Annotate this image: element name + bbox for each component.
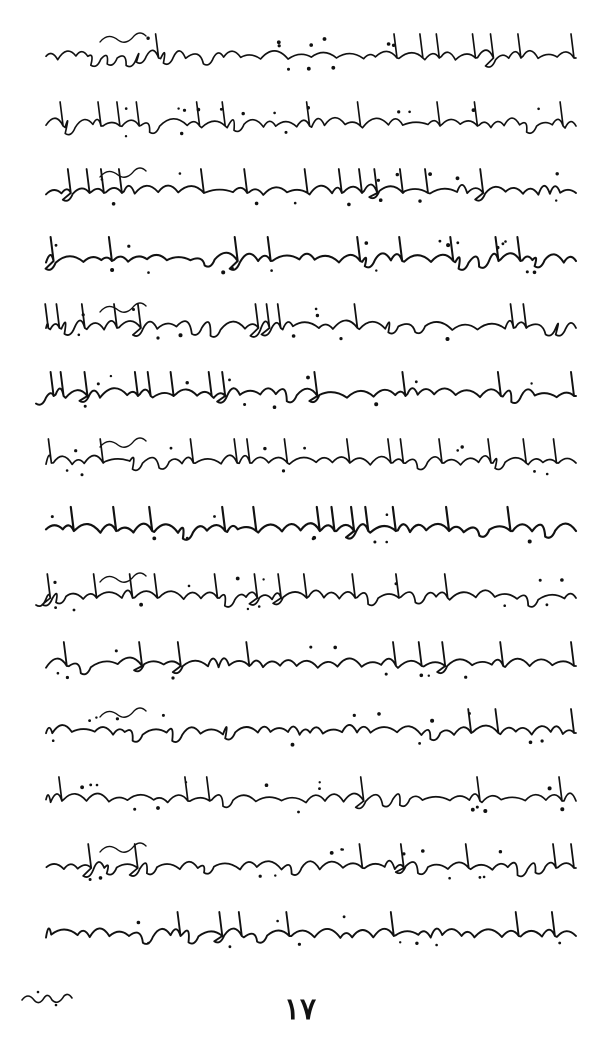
diacritic-dot [399,941,401,943]
diacritic-dot [303,447,306,450]
diacritic-dot [558,941,561,944]
diacritic-dot [55,243,58,246]
diacritic-dot [258,605,261,608]
diacritic-dot [262,578,264,580]
diacritic-dot [530,382,532,384]
diacritic-dot [533,270,537,274]
diacritic-dot [537,107,540,110]
diacritic-dot [560,578,564,582]
diacritic-dot [221,270,225,274]
diacritic-dot [273,405,277,409]
diacritic-dot [306,106,310,110]
diacritic-dot [499,850,502,853]
diacritic-dot [435,943,438,946]
diacritic-dot [179,333,183,337]
manuscript-line [40,231,580,277]
marginal-flourish [100,708,146,717]
diacritic-dot [529,741,533,745]
script-stroke [46,102,576,135]
handwriting-stroke [40,433,580,479]
diacritic-dot [97,382,100,385]
diacritic-dot [255,202,259,206]
diacritic-dot [57,671,60,674]
script-stroke [46,777,576,808]
diacritic-dot [278,44,281,47]
diacritic-dot [387,42,391,46]
diacritic-dot [420,673,424,677]
handwriting-stroke [40,906,580,952]
diacritic-dot [315,308,318,311]
diacritic-dot [339,337,342,340]
diacritic-dot [548,786,552,790]
script-stroke [46,912,576,944]
diacritic-dot [125,107,128,110]
diacritic-dot [430,719,434,723]
diacritic-dot [276,919,279,922]
diacritic-dot [80,785,84,789]
diacritic-dot [385,672,388,675]
diacritic-dot [297,810,300,813]
marginal-flourish [100,438,146,447]
diacritic-dot [185,781,187,783]
diacritic-dot [385,540,388,543]
diacritic-dot [247,608,249,610]
marginal-flourish [100,33,146,42]
diacritic-dot [220,107,223,110]
diacritic-dot [147,271,150,274]
diacritic-dot [81,473,84,476]
diacritic-dot [502,242,505,245]
diacritic-dot [472,108,476,112]
handwriting-stroke [40,636,580,682]
diacritic-dot [446,243,450,247]
handwriting-stroke [40,501,580,547]
diacritic-dot [88,719,91,722]
diacritic-dot [179,172,182,175]
diacritic-dot [375,269,377,271]
diacritic-dot [483,876,486,879]
diacritic-dot [127,244,130,247]
diacritic-dot [396,173,399,176]
diacritic-dot [263,447,266,450]
diacritic-dot [397,110,400,113]
handwriting-stroke [40,28,580,74]
manuscript-line [40,501,580,547]
handwriting-stroke [40,568,580,614]
diacritic-dot [418,742,421,745]
diacritic-dot [446,337,450,341]
diacritic-dot [312,537,315,540]
diacritic-dot [533,470,536,473]
diacritic-dot [309,43,313,47]
diacritic-dot [456,176,460,180]
diacritic-dot [112,202,116,206]
diacritic-dot [273,111,276,114]
diacritic-dot [546,603,549,606]
diacritic-dot [428,674,430,676]
diacritic-dot [95,716,97,718]
diacritic-dot [319,781,321,783]
marginal-flourish [100,843,146,852]
diacritic-dot [274,874,276,876]
handwriting-stroke [40,838,580,884]
diacritic-dot [318,787,321,790]
diacritic-dot [323,37,327,41]
diacritic-dot [402,852,405,855]
diacritic-dot [330,851,334,855]
diacritic-dot [259,875,262,878]
diacritic-dot [110,268,114,272]
diacritic-dot [197,107,201,111]
handwriting-stroke [40,231,580,277]
script-stroke [46,844,576,877]
diacritic-dot [468,712,471,715]
diacritic-dot [125,135,127,137]
manuscript-line [40,703,580,749]
diacritic-dot [379,198,383,202]
diacritic-dot [186,381,189,384]
diacritic-dot [307,67,311,71]
diacritic-dot [287,68,290,71]
diacritic-dot [528,539,532,543]
diacritic-dot [395,582,398,585]
diacritic-dot [428,172,432,176]
diacritic-dot [560,807,564,811]
diacritic-dot [228,378,231,381]
diacritic-dot [180,131,183,134]
diacritic-dot [74,449,77,452]
diacritic-dot [52,739,55,742]
manuscript-line [40,838,580,884]
script-stroke [36,372,576,405]
diacritic-dot [82,313,85,316]
diacritic-dot [73,609,76,612]
diacritic-dot [294,202,297,205]
diacritic-dot [101,178,104,181]
script-stroke [45,304,576,337]
diacritic-dot [51,515,54,518]
diacritic-dot [115,649,118,652]
manuscript-line [40,636,580,682]
diacritic-dot [139,603,143,607]
diacritic-dot [66,469,69,472]
diacritic-dot [439,239,442,242]
diacritic-dot [133,807,136,810]
manuscript-line [40,906,580,952]
diacritic-dot [78,334,81,337]
manuscript-line [40,771,580,817]
diacritic-dot [476,805,479,808]
diacritic-dot [496,245,499,248]
diacritic-dot [146,37,149,40]
page-number: ١٧ [283,992,317,1027]
script-stroke [46,34,576,67]
diacritic-dot [365,241,369,245]
script-stroke [46,237,576,270]
diacritic-dot [99,876,103,880]
manuscript-line [40,163,580,209]
diacritic-dot [242,111,245,114]
diacritic-dot [374,402,378,406]
diacritic-dot [137,920,141,924]
manuscript-line [40,298,580,344]
diacritic-dot [479,876,482,879]
diacritic-dot [285,130,288,133]
diacritic-dot [231,267,234,270]
diacritic-dot [316,314,319,317]
diacritic-dot [162,714,165,717]
diacritic-dot [54,606,57,609]
diacritic-dot [541,739,544,742]
handwriting-stroke [40,298,580,344]
diacritic-dot [213,515,216,518]
diacritic-dot [471,807,475,811]
diacritic-dot [461,445,464,448]
diacritic-dot [331,66,335,70]
diacritic-dot [373,540,376,543]
diacritic-dot [386,513,389,516]
diacritic-dot [556,172,559,175]
diacritic-dot [66,675,69,678]
diacritic-dot [282,469,285,472]
diacritic-dot [186,536,189,539]
diacritic-dot [347,203,351,207]
diacritic-dot [456,449,459,452]
manuscript-line [40,366,580,412]
diacritic-dot [377,712,381,716]
diacritic-dot [340,848,343,851]
diacritic-dot [298,942,301,945]
diacritic-dot [392,44,395,47]
diacritic-dot [353,714,356,717]
diacritic-dot [265,783,269,787]
handwriting-stroke [40,771,580,817]
diacritic-dot [156,336,159,339]
diacritic-dot [147,941,150,944]
diacritic-dot [291,743,295,747]
marginal-flourish [100,573,146,582]
diacritic-dot [277,40,281,44]
handwriting-stroke [40,163,580,209]
diacritic-dot [309,645,312,648]
diacritic-dot [152,536,156,540]
diacritic-dot [539,579,542,582]
diacritic-dot [456,241,459,244]
diacritic-dot [96,783,99,786]
diacritic-dot [177,107,179,109]
diacritic-dot [555,199,557,201]
diacritic-dot [464,675,467,678]
diacritic-dot [306,375,310,379]
diacritic-dot [229,945,232,948]
diacritic-dot [418,199,421,202]
diacritic-dot [415,380,418,383]
diacritic-dot [333,645,337,649]
diacritic-dot [170,447,173,450]
diacritic-dot [183,108,186,111]
manuscript-line [40,433,580,479]
diacritic-dot [421,849,425,853]
diacritic-dot [110,374,112,376]
diacritic-dot [546,473,549,476]
marginal-flourish [100,168,146,177]
diacritic-dot [53,581,56,584]
diacritic-dot [408,110,411,113]
diacritic-dot [243,403,246,406]
handwriting-stroke [40,366,580,412]
diacritic-dot [483,809,487,813]
script-stroke [46,709,576,742]
diacritic-dot [292,334,296,338]
diacritic-dot [236,577,240,581]
diacritic-dot [89,783,92,786]
diacritic-dot [415,941,418,944]
diacritic-dot [377,179,380,182]
diacritic-dot [116,717,119,720]
diacritic-dot [270,269,273,272]
diacritic-dot [343,915,346,918]
diacritic-dot [84,404,87,407]
manuscript-line [40,568,580,614]
diacritic-dot [171,676,174,679]
diacritic-dot [89,878,92,881]
script-stroke [46,169,576,201]
manuscript-line [40,28,580,74]
handwriting-stroke [40,703,580,749]
diacritic-dot [156,806,160,810]
diacritic-dot [504,240,507,243]
manuscript-line [40,96,580,142]
diacritic-dot [188,585,191,588]
handwriting-stroke [40,96,580,142]
diacritic-dot [448,877,451,880]
script-stroke [46,439,576,470]
diacritic-dot [526,270,529,273]
script-stroke [46,507,576,540]
diacritic-dot [503,604,506,607]
